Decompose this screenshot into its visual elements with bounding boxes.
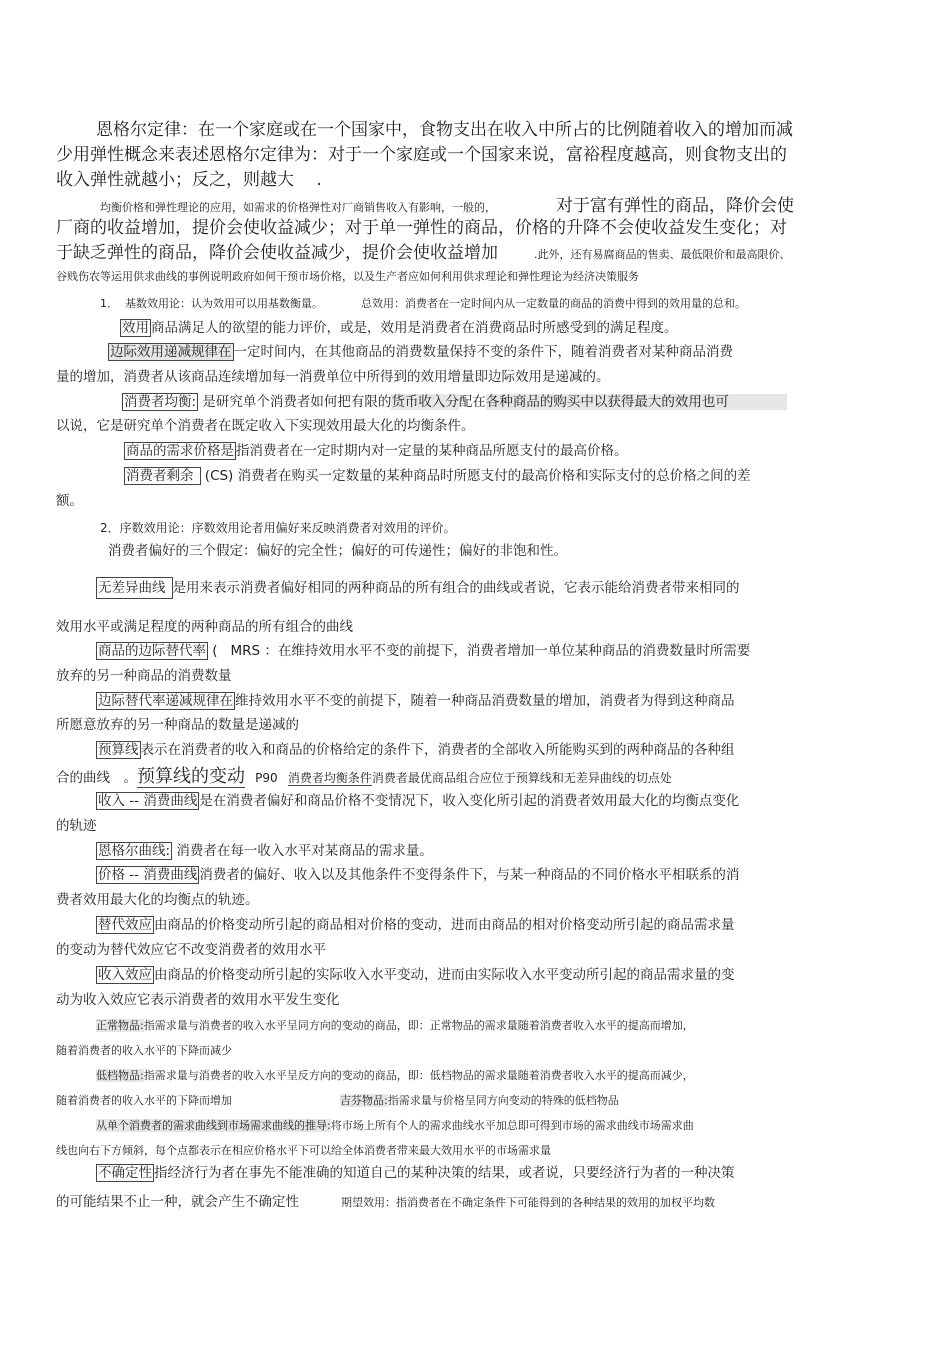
- utility-line: [120, 322, 678, 336]
- giffen-def: 指需求量与价格呈同方向变动的特殊的低档物品: [387, 1094, 619, 1107]
- inferior-line-1: [96, 1070, 694, 1081]
- engel-line-2: 少用弹性概念来表述恩格尔定律为：对于一个家庭或一个国家来说，富裕程度越高，则食物支出的: [56, 145, 787, 165]
- utility-term: 效用: [122, 320, 149, 336]
- engel-line-1: 恩格尔定律：在一个家庭或在一个国家中，食物支出在收入中所占的比例随着收入的增加而减: [96, 120, 793, 140]
- mrs-line-1: [96, 645, 750, 659]
- inferior-def-2: 随着消费者的收入水平的下降而增加: [56, 1094, 232, 1107]
- cs-def-1: (CS) 消费者在购买一定数量的某种商品时所愿支付的最高价格和实际支付的总价格之间的差: [204, 468, 751, 484]
- ce-term: 消费者均衡:: [124, 394, 197, 410]
- pcc-term: 价格 -- 消费曲线: [98, 867, 198, 883]
- engel-curve-def: 消费者在每一收入水平对某商品的需求量。: [176, 843, 433, 859]
- icc-term: 收入 -- 消费曲线: [98, 793, 198, 809]
- elasticity-lack-big: 于缺乏弹性的商品，降价会使收益减少，提价会使收益增加: [56, 243, 498, 263]
- utility-def: 商品满足人的欲望的能力评价，或是，效用是消费者在消费商品时所感受到的满足程度。: [151, 320, 678, 336]
- dmrs-line-2: 所愿意放弃的另一种商品的数量是递减的: [56, 717, 299, 733]
- cs-line-2: 额。: [56, 493, 83, 509]
- normal-line-1: [96, 1020, 694, 1031]
- ic-def-1: 是用来表示消费者偏好相同的两种商品的所有组合的曲线或者说，它表示能给消费者带来相同的: [172, 580, 740, 596]
- mrs-line-2: 放弃的另一种商品的消费数量: [56, 668, 232, 684]
- engel-line-3: 收入弹性就越小；反之，则越大 .: [56, 170, 322, 190]
- dmrs-line-1: [96, 695, 735, 709]
- demand-price-line: [124, 445, 628, 459]
- elasticity-rich-big: 对于富有弹性的商品，降价会使: [556, 196, 794, 216]
- bl-condition-def: 消费者最优商品组合应位于预算线和无差异曲线的切点处: [371, 771, 672, 785]
- icc-line-2: 的轨迹: [56, 818, 97, 834]
- preference-assumptions: 消费者偏好的三个假定：偏好的完全性；偏好的可传递性；偏好的非饱和性。: [108, 543, 567, 559]
- substitution-term: 替代效应: [98, 917, 152, 933]
- uncertainty-line-1: [96, 1167, 735, 1181]
- normal-line-2: 随着消费者的收入水平的下降而减少: [56, 1044, 232, 1057]
- pcc-line-2: 费者效用最大化的均衡点的轨迹。: [56, 892, 259, 908]
- income-effect-def-1: 由商品的价格变动所引起的实际收入水平变动，进而由实际收入水平变动所引起的商品需求量的变: [154, 967, 735, 983]
- uncertainty-term: 不确定性: [98, 1165, 152, 1181]
- inferior-line-2: [56, 1095, 619, 1106]
- bl-term: 预算线: [98, 742, 139, 758]
- elasticity-line-1: [100, 198, 794, 215]
- market-demand-term: 从单个消费者的需求曲线到市场需求曲线的推导:: [96, 1119, 331, 1132]
- ce-def-d: 各种商品的购买中以获得最大的效用: [485, 394, 702, 410]
- elasticity-line-4: 谷贱伤农等运用供求曲线的事例说明政府如何干预市场价格，以及生产者应如何利用供求理论和弹性理论为经济决策服务: [56, 270, 639, 283]
- dmrs-def-1: 维持效用水平不变的前提下，随着一种商品消费数量的增加，消费者为得到这种商品: [235, 693, 735, 709]
- icc-def-1: 是在消费者偏好和商品价格不变情况下，收入变化所引起的消费者效用最大化的均衡点变化: [199, 793, 740, 809]
- ordinal-number: 2．: [100, 521, 120, 535]
- ce-line-2: 以说，它是研究单个消费者在既定收入下实现效用最大化的均衡条件。: [56, 418, 475, 434]
- uncertainty-def-1: 指经济行为者在事先不能准确的知道自己的某种决策的结果，或者说，只要经济行为者的一种决策: [154, 1165, 735, 1181]
- icc-line-1: [96, 795, 739, 809]
- mrs-term: 商品的边际替代率: [98, 643, 206, 659]
- expected-utility-def: 期望效用：指消费者在不确定条件下可能得到的各种结果的效用的加权平均数: [341, 1196, 715, 1209]
- bl-def-2: 合的曲线 。: [56, 770, 137, 786]
- elasticity-intro-small: 均衡价格和弹性理论的应用，如需求的价格弹性对厂商销售收入有影响，一般的，: [100, 201, 496, 214]
- market-demand-def-1: 将市场上所有个人的需求曲线水平加总即可得到市场的需求曲线市场需求曲: [330, 1119, 694, 1132]
- inferior-def-1: 指需求量与消费者的收入水平呈反方向的变动的商品，即：低档物品的需求量随着消费者收入水平的提高而减少，: [143, 1069, 694, 1082]
- cardinal-heading: [100, 298, 746, 309]
- ic-line-2: 效用水平或满足程度的两种商品的所有组合的曲线: [56, 619, 353, 635]
- normal-def-1: 指需求量与消费者的收入水平呈同方向的变动的商品，即：正常物品的需求量随着消费者收入水平的提高而增加，: [143, 1019, 694, 1032]
- mrs-def-1: ：在维持效用水平不变的前提下，消费者增加一单位某种商品的消费数量时所需要: [264, 643, 751, 659]
- demand-price-term: 商品的需求价格是: [126, 443, 234, 459]
- elasticity-line-2: 厂商的收益增加，提价会使收益减少；对于单一弹性的商品，价格的升降不会使收益发生变化；对: [56, 218, 787, 238]
- ordinal-title: 序数效用论：序数效用论者用偏好来反映消费者对效用的评价。: [119, 521, 456, 535]
- engel-curve-line: [96, 845, 433, 859]
- ce-def-a: 是研究单个消费者如何把有限的: [202, 394, 392, 410]
- income-effect-term: 收入效应: [98, 967, 152, 983]
- giffen-term: 吉芬物品:: [340, 1094, 388, 1107]
- inc-line-1: [96, 969, 735, 983]
- pcc-line-1: [96, 869, 739, 883]
- engel-curve-term: 恩格尔曲线:: [98, 843, 171, 859]
- market-line-2: 线也向右下方倾斜，每个点都表示在相应价格水平下可以给全体消费者带来最大效用水平的市场需求量: [56, 1144, 551, 1157]
- dmu-term: 边际效用递减规律在: [110, 344, 232, 360]
- substitution-def-1: 由商品的价格变动所引起的商品相对价格的变动，进而由商品的相对价格变动所引起的商品需求量: [154, 917, 735, 933]
- inc-line-2: 动为收入效应它表示消费者的效用水平发生变化: [56, 992, 340, 1008]
- bl-def-1: 表示在消费者的收入和商品的价格给定的条件下，消费者的全部收入所能购买到的两种商品的各种组: [140, 742, 735, 758]
- cs-term: 消费者剩余: [124, 467, 201, 485]
- mrs-paren: (: [212, 643, 218, 659]
- inferior-term: 低档物品:: [96, 1069, 144, 1082]
- ce-def-b: 货币收入分: [391, 394, 459, 410]
- bl-page: P90: [255, 771, 278, 785]
- bl-line-2: [56, 768, 672, 786]
- ic-term: 无差异曲线: [96, 577, 173, 599]
- elasticity-line-3: [56, 245, 791, 262]
- ordinal-heading: [100, 522, 456, 534]
- total-utility-def: 总效用：消费者在一定时间内从一定数量的商品的消费中得到的效用量的总和。: [361, 297, 746, 310]
- ce-def-e: 也可: [702, 394, 787, 410]
- cardinal-number: 1．: [100, 297, 118, 310]
- ce-def-c: 配在: [458, 394, 486, 410]
- sub-line-2: 的变动为替代效应它不改变消费者的效用水平: [56, 942, 326, 958]
- dmrs-term: 边际替代率递减规律在: [98, 693, 233, 709]
- pcc-def-1: 消费者的偏好、收入以及其他条件不变得条件下，与某一种商品的不同价格水平相联系的消: [199, 867, 740, 883]
- sub-line-1: [96, 919, 735, 933]
- bl-change: 预算线的变动: [137, 766, 245, 787]
- mrs-abbr: MRS: [230, 643, 261, 659]
- dmu-line-1: [108, 346, 733, 360]
- cardinal-title: 基数效用论：认为效用可以用基数衡量。: [125, 297, 323, 310]
- normal-term: 正常物品:: [96, 1019, 144, 1032]
- uncertainty-line-2: [56, 1193, 715, 1210]
- ic-line-1: [96, 582, 740, 596]
- cs-line-1: [124, 470, 751, 484]
- elasticity-extra-small: .此外，还有易腐商品的售卖、最低限价和最高限价、: [534, 248, 791, 261]
- uncertainty-def-2: 的可能结果不止一种，就会产生不确定性: [56, 1194, 299, 1210]
- market-line-1: [96, 1120, 694, 1131]
- dmu-def-1: 一定时间内，在其他商品的消费数量保持不变的条件下，随着消费者对某种商品消费: [233, 344, 733, 360]
- demand-price-def: 指消费者在一定时期内对一定量的某种商品所愿支付的最高价格。: [236, 443, 628, 459]
- ce-line-1: [122, 396, 787, 410]
- dmu-line-2: 量的增加，消费者从该商品连续增加每一消费单位中所得到的效用增量即边际效用是递减的。: [56, 369, 610, 385]
- bl-condition: 消费者均衡条件: [287, 771, 372, 785]
- bl-line-1: [96, 744, 735, 758]
